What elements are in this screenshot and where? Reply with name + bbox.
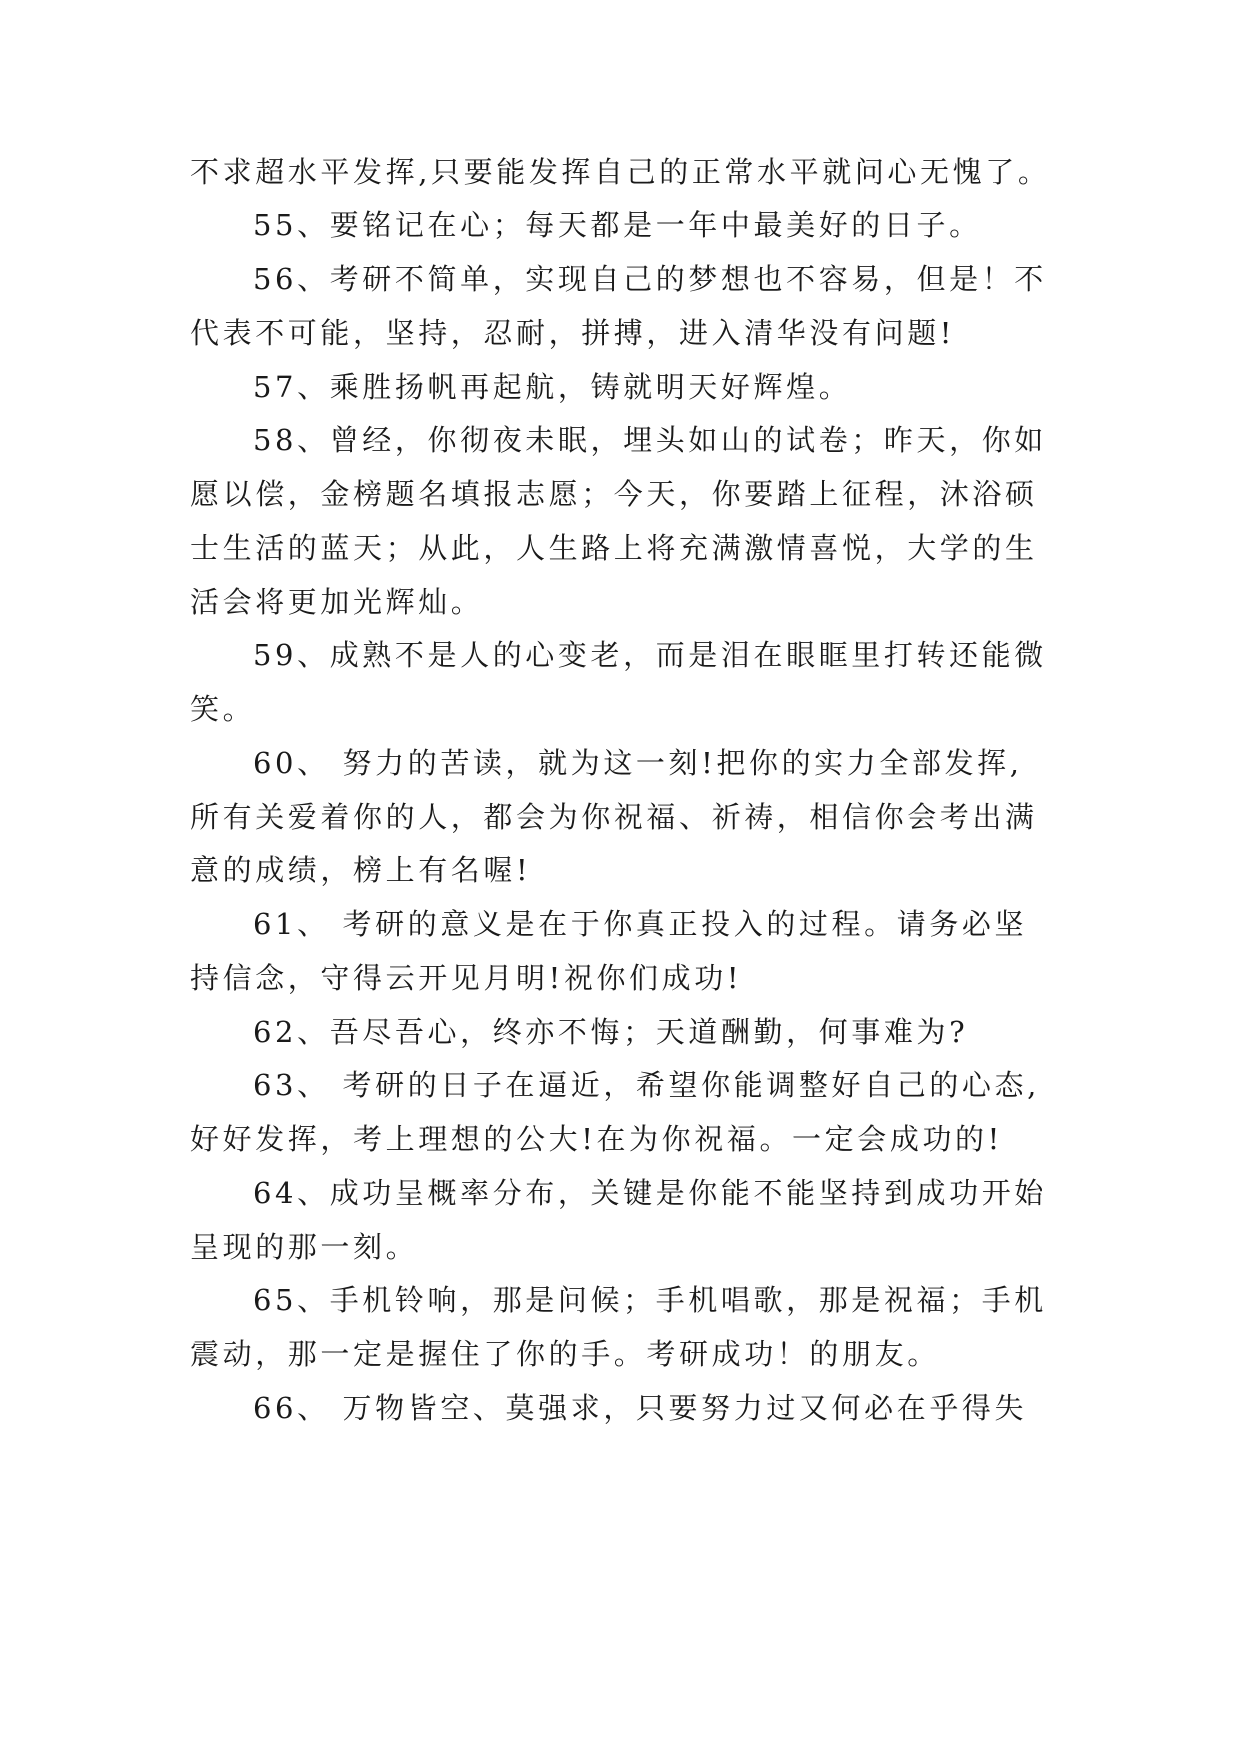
text-line: 62、吾尽吾心，终亦不悔；天道酬勤，何事难为? [253, 1015, 969, 1049]
text-line: 呈现的那一刻。 [190, 1230, 419, 1264]
text-line: 65、手机铃响，那是问候；手机唱歌，那是祝福；手机 [253, 1283, 1047, 1317]
text-line: 不求超水平发挥,只要能发挥自己的正常水平就问心无愧了。 [190, 155, 1051, 189]
text-line: 代表不可能，坚持，忍耐，拼搏，进入清华没有问题! [190, 316, 956, 350]
text-line: 55、要铭记在心；每天都是一年中最美好的日子。 [253, 208, 982, 242]
text-line: 57、乘胜扬帆再起航，铸就明天好辉煌。 [253, 370, 852, 404]
text-line: 66、 万物皆空、莫强求，只要努力过又何必在乎得失 [253, 1391, 1028, 1425]
text-line: 64、成功呈概率分布，关键是你能不能坚持到成功开始 [253, 1176, 1047, 1210]
text-line: 59、成熟不是人的心变老，而是泪在眼眶里打转还能微 [253, 638, 1047, 672]
text-line: 60、 努力的苦读，就为这一刻!把你的实力全部发挥, [253, 746, 1023, 780]
text-line: 愿以偿，金榜题名填报志愿；今天，你要踏上征程，沐浴硕 [190, 477, 1038, 511]
text-line: 活会将更加光辉灿。 [190, 585, 484, 619]
text-line: 63、 考研的日子在逼近，希望你能调整好自己的心态, [253, 1068, 1040, 1102]
text-line: 所有关爱着你的人，都会为你祝福、祈祷，相信你会考出满 [190, 800, 1038, 834]
text-line: 58、曾经，你彻夜未眠，埋头如山的试卷；昨天，你如 [253, 423, 1047, 457]
text-line: 61、 考研的意义是在于你真正投入的过程。请务必坚 [253, 907, 1028, 941]
text-line: 震动，那一定是握住了你的手。考研成功！的朋友。 [190, 1337, 940, 1371]
text-line: 好好发挥，考上理想的公大!在为你祝福。一定会成功的! [190, 1122, 1003, 1156]
text-line: 士生活的蓝天；从此，人生路上将充满激情喜悦，大学的生 [190, 531, 1038, 565]
text-line: 56、考研不简单，实现自己的梦想也不容易，但是！不 [253, 262, 1047, 296]
text-line: 持信念，守得云开见月明!祝你们成功! [190, 961, 743, 995]
text-line: 笑。 [190, 692, 256, 726]
text-line: 意的成绩，榜上有名喔! [190, 853, 532, 887]
